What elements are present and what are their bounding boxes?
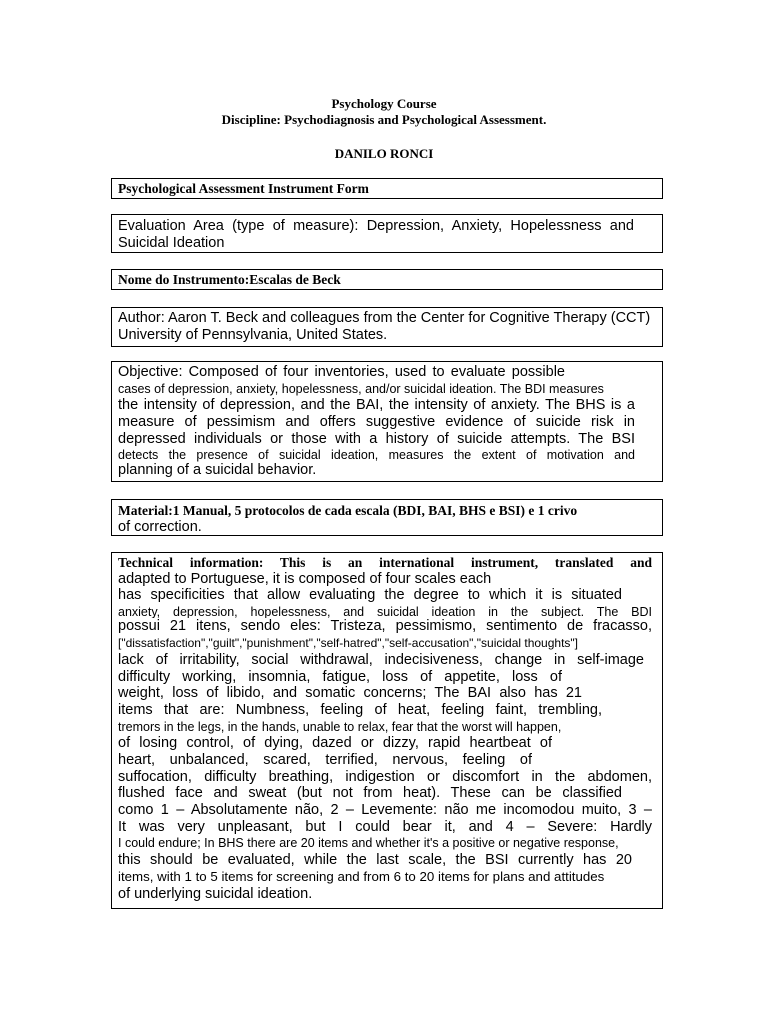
technical-line: Technical information: This is an international instrument, translated and (118, 555, 652, 570)
instrument-name: Nome do Instrumento:Escalas de Beck (118, 272, 341, 287)
technical-info-box (111, 552, 663, 909)
objective-line: depressed individuals or those with a history of suicide attempts. The BSI (118, 430, 635, 447)
technical-line: of losing control, of dying, dazed or dizzy, rapid heartbeat of (118, 735, 552, 752)
objective-line: detects the presence of suicidal ideation, measures the extent of motivation and (118, 448, 635, 462)
material-line: of correction. (118, 519, 202, 535)
course-title: Psychology Course (331, 96, 437, 111)
objective-line: Objective: Composed of four inventories, used to evaluate possible (118, 364, 565, 380)
technical-line: possui 21 itens, sendo eles: Tristeza, pessimismo, sentimento de fracasso, (118, 618, 652, 635)
author-box (111, 307, 663, 347)
technical-line: suffocation, difficulty breathing, indigestion or discomfort in the abdomen, (118, 768, 652, 785)
technical-line: It was very unpleasant, but I could bear it, and 4 – Severe: Hardly (118, 818, 652, 835)
technical-line: weight, loss of libido, and somatic concerns; The BAI also has 21 (118, 685, 582, 702)
technical-line: tremors in the legs, in the hands, unable to relax, fear that the worst will happen, (118, 719, 562, 734)
objective-line: cases of depression, anxiety, hopelessness, and/or suicidal ideation. The BDI measures (118, 381, 604, 396)
form-title: Psychological Assessment Instrument Form (118, 181, 369, 196)
technical-line: this should be evaluated, while the last scale, the BSI currently has 20 (118, 852, 632, 869)
technical-line: has specificities that allow evaluating the degree to which it is situated (118, 587, 622, 604)
author-line: Author: Aaron T. Beck and colleagues from the Center for Cognitive Therapy (CCT) (118, 310, 651, 326)
technical-line: items that are: Numbness, feeling of heat, feeling faint, trembling, (118, 701, 602, 718)
evaluation-area-box (111, 214, 663, 253)
technical-line: I could endure; In BHS there are 20 items and whether it's a positive or negative response, (118, 836, 619, 851)
evaluation-area-line: Suicidal Ideation (118, 234, 225, 251)
evaluation-area-line: Evaluation Area (type of measure): Depression, Anxiety, Hopelessness and (118, 218, 634, 234)
technical-line: anxiety, depression, hopelessness, and suicidal ideation in the subject. The BDI (118, 604, 652, 619)
objective-line: the intensity of depression, and the BAI, the intensity of anxiety. The BHS is a (118, 397, 635, 414)
objective-line: planning of a suicidal behavior. (118, 461, 317, 478)
author-line: University of Pennsylvania, United States. (118, 327, 388, 343)
instrument-name-box (111, 269, 663, 290)
technical-line: como 1 – Absolutamente não, 2 – Levemente: não me incomodou muito, 3 – (118, 802, 652, 818)
material-box (111, 499, 663, 536)
technical-line: items, with 1 to 5 items for screening and from 6 to 20 items for plans and attitudes (118, 868, 605, 884)
author-name-heading: DANILO RONCI (334, 146, 434, 161)
technical-line: ["dissatisfaction","guilt","punishment","self-hatred","self-accusation","suicidal thoughts"] (118, 636, 579, 651)
discipline-title: Discipline: Psychodiagnosis and Psychological Assessment. (221, 112, 547, 127)
technical-line: flushed face and sweat (but not from heat). These can be classified (118, 785, 622, 802)
technical-line: difficulty working, insomnia, fatigue, loss of appetite, loss of (118, 668, 562, 685)
material-line: Material:1 Manual, 5 protocolos de cada escala (BDI, BAI, BHS e BSI) e 1 crivo (118, 503, 578, 518)
form-title-box (111, 178, 663, 199)
objective-line: measure of pessimism and offers suggestive evidence of suicide risk in (118, 414, 635, 431)
technical-line: adapted to Portuguese, it is composed of four scales each (118, 570, 492, 587)
objective-box (111, 361, 663, 482)
technical-line: of underlying suicidal ideation. (118, 885, 313, 902)
technical-line: heart, unbalanced, scared, terrified, nervous, feeling of (118, 751, 532, 768)
technical-line: lack of irritability, social withdrawal, indecisiveness, change in self-image (118, 651, 644, 668)
